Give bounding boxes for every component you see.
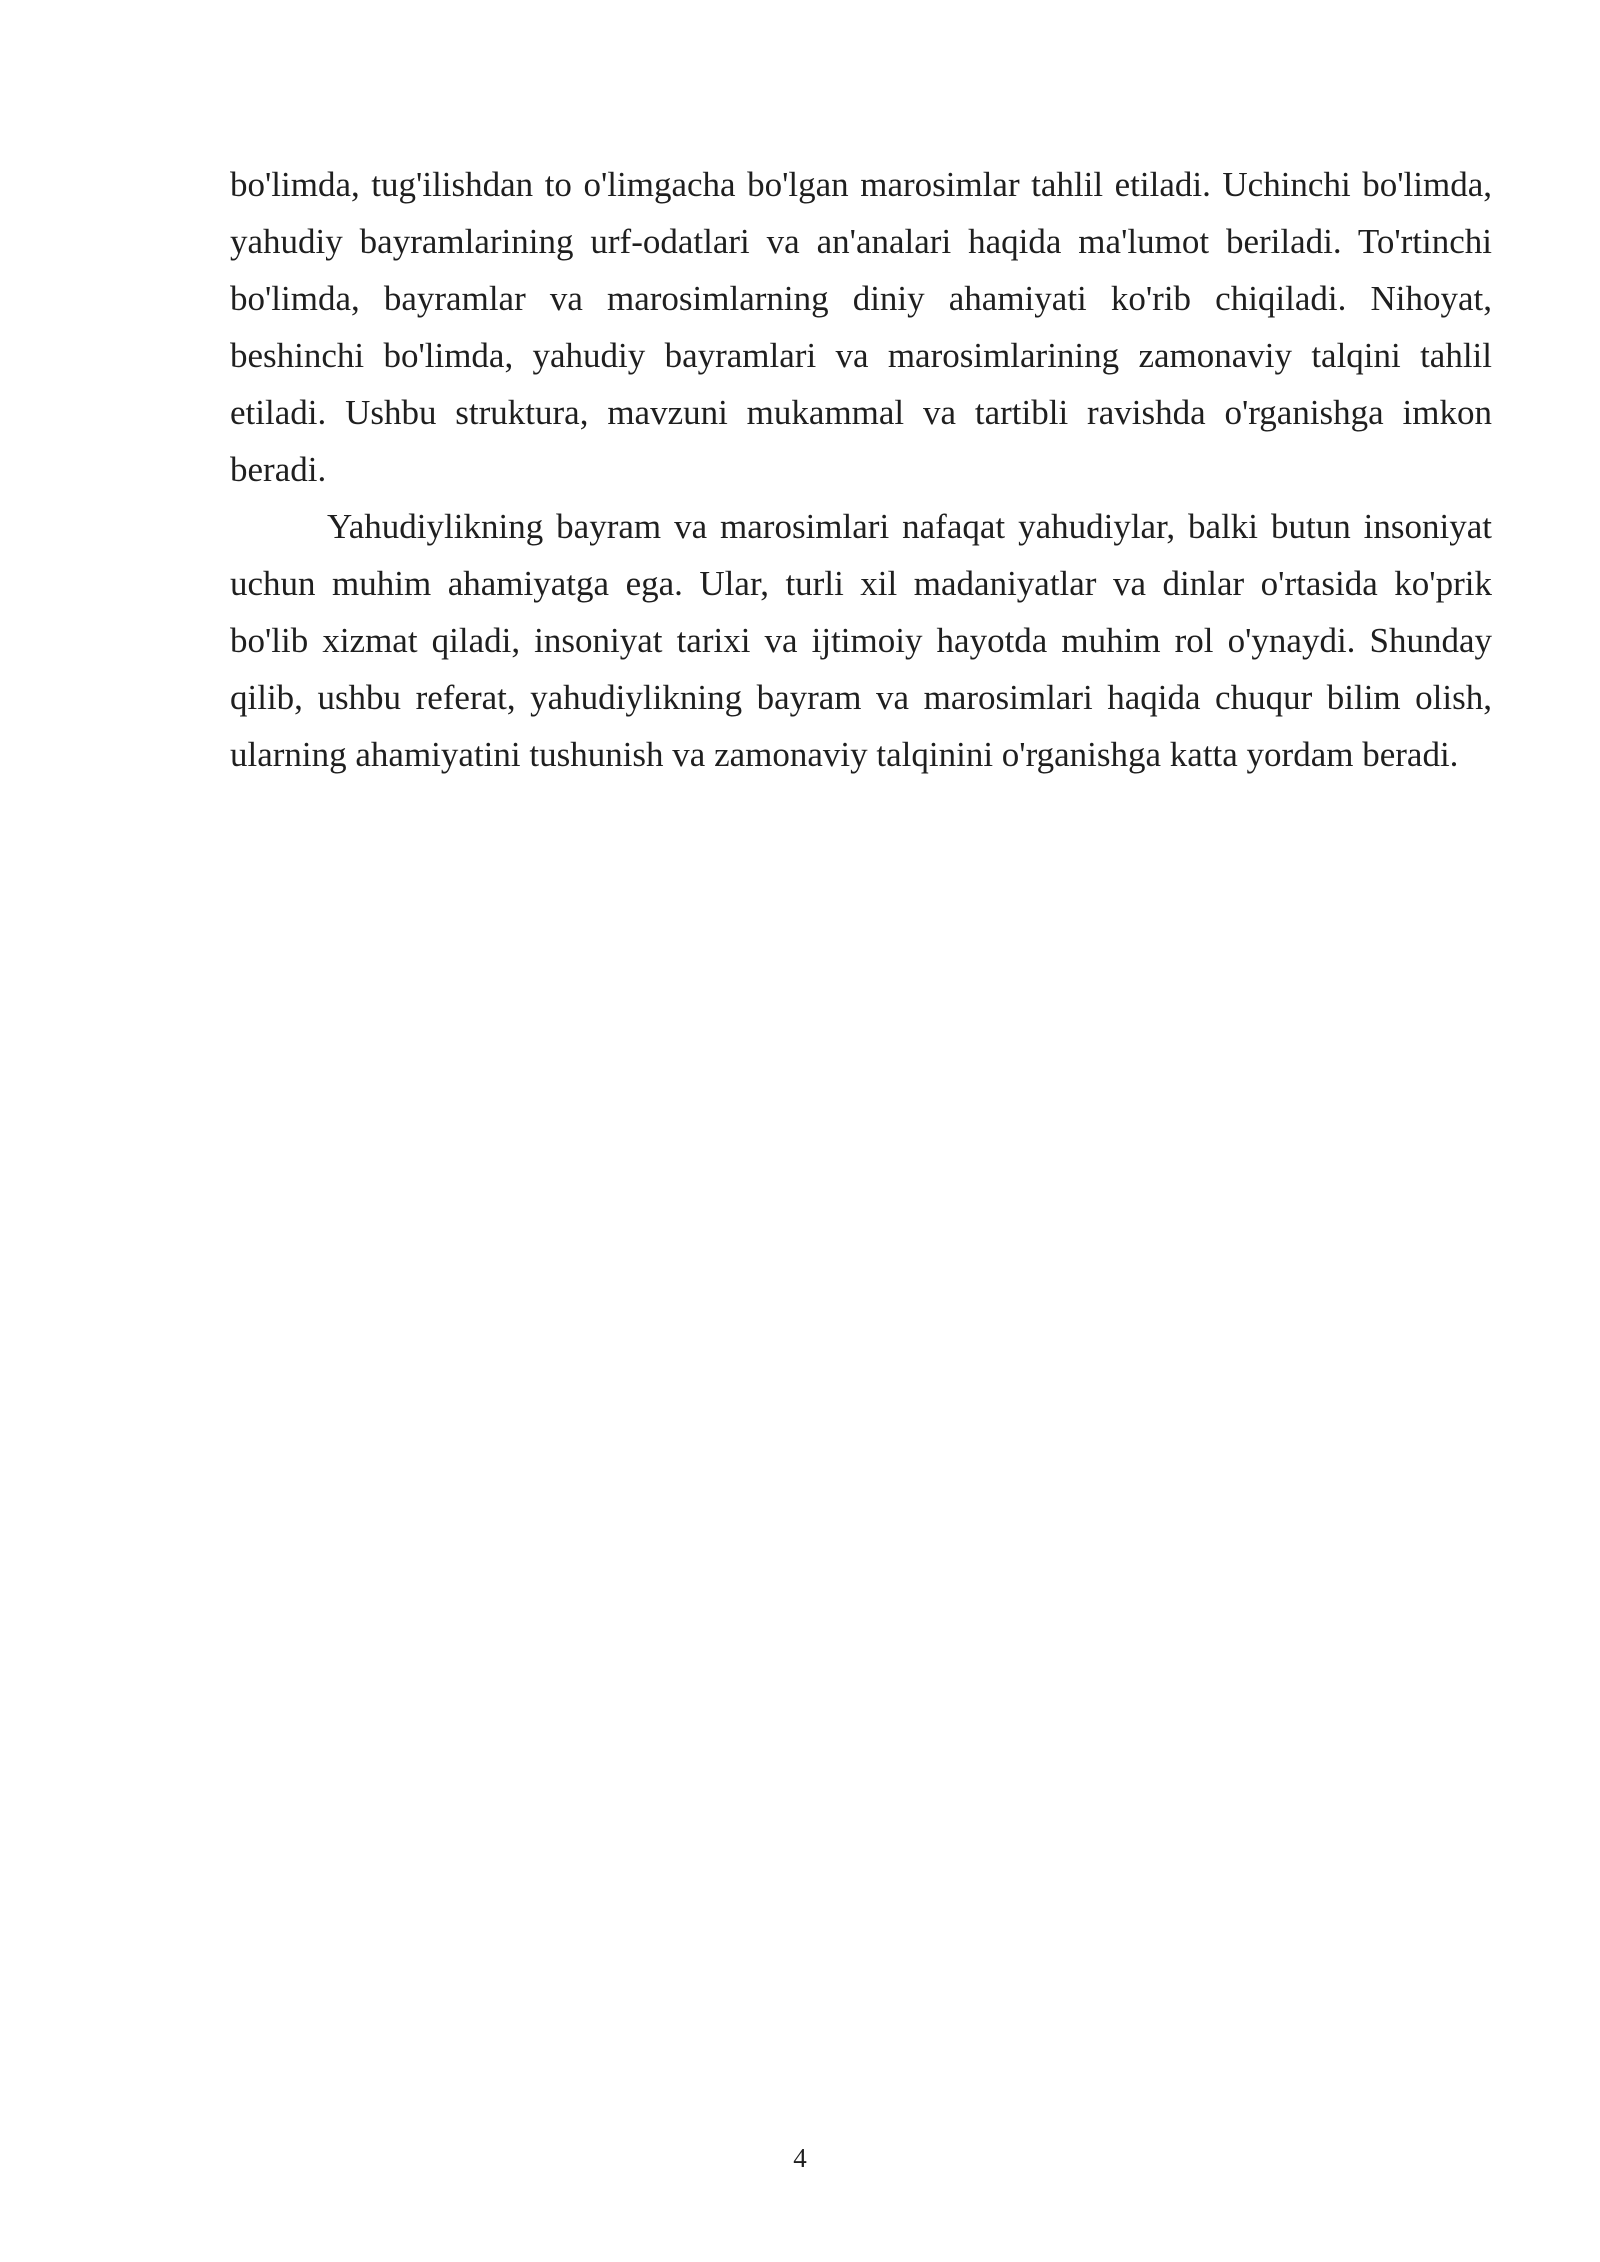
body-text [230,156,1492,783]
paragraph-continuation: bo'limda, tug'ilishdan to o'limgacha bo'lgan marosimlar tahlil etiladi. Uchinchi bo'limda, yahudiy bayramlarining urf-odatlari va an'analari haqida ma'lumot beriladi. To'rtinchi bo'limda, bayramlar va marosimlarning diniy ahamiyati ko'rib chiqiladi. Nihoyat, beshinchi bo'limda, yahudiy bayramlari va marosimlarining zamonaviy talqini tahlil etiladi. Ushbu struktura, mavzuni mukammal va tartibli ravishda o'rganishga imkon beradi. [230,165,1492,489]
paragraph-significance: Yahudiylikning bayram va marosimlari nafaqat yahudiylar, balki butun insoniyat uchun muhim ahamiyatga ega. Ular, turli xil madaniyatlar va dinlar o'rtasida ko'prik bo'lib xizmat qiladi, insoniyat tarixi va ijtimoiy hayotda muhim rol o'ynaydi. Shunday qilib, ushbu referat, yahudiylikning bayram va marosimlari haqida chuqur bilim olish, ularning ahamiyatini tushunish va zamonaviy talqinini o'rganishga katta yordam beradi. [230,507,1492,774]
page-number: 4 [793,2143,807,2173]
